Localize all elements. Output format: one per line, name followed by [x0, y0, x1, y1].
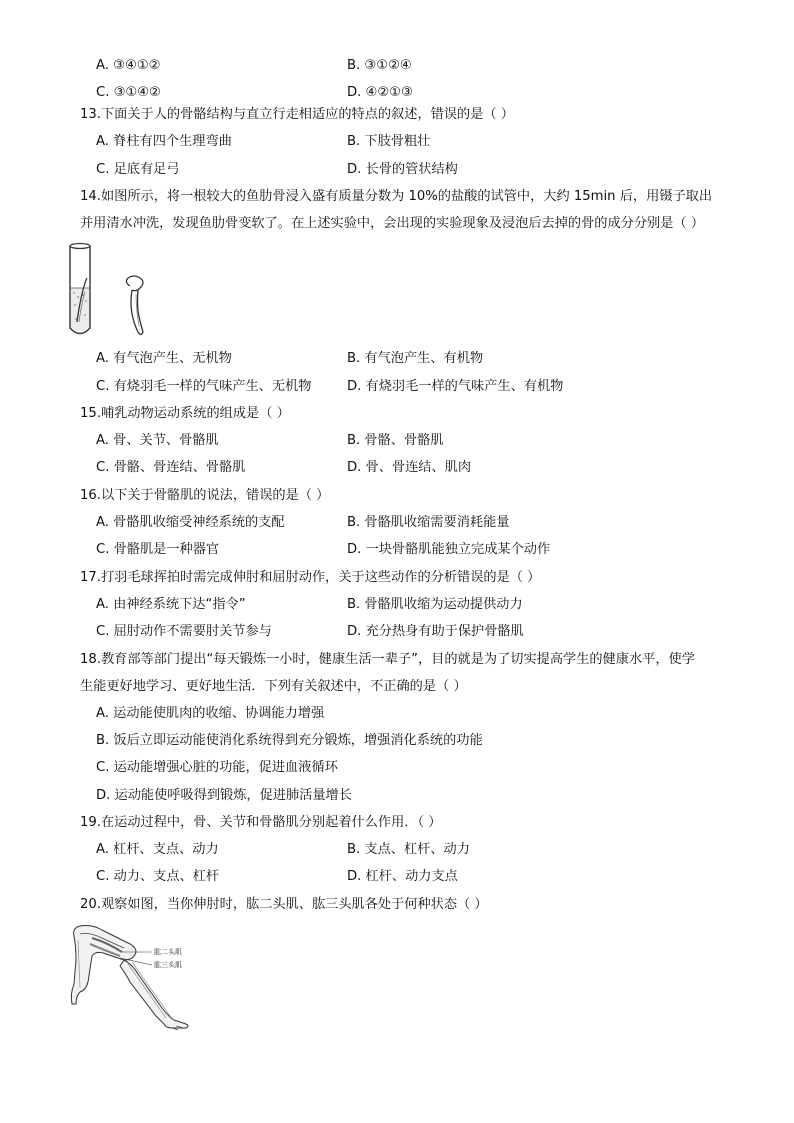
- q17-option-a: A. 由神经系统下达“指令”: [96, 597, 246, 612]
- question-13-stem: 13.下面关于人的骨骼结构与直立行走相适应的特点的叙述，错误的是（ ）: [80, 107, 514, 122]
- softened-rib-icon: [126, 276, 143, 335]
- question-14-stem-line1: 14.如图所示，将一根较大的鱼肋骨浸入盛有质量分数为 10%的盐酸的试管中，大约 15min 后，用镊子取出: [80, 189, 713, 204]
- q15-option-a: A. 骨、关节、骨骼肌: [96, 433, 219, 448]
- q19-option-d: D. 杠杆、动力支点: [347, 869, 458, 884]
- q14-option-b: B. 有气泡产生、有机物: [347, 351, 484, 366]
- question-16-stem: 16.以下关于骨骼肌的说法，错误的是（ ）: [80, 488, 330, 503]
- q17-option-d: D. 充分热身有助于保护骨骼肌: [347, 624, 524, 639]
- q13-option-b: B. 下肢骨粗壮: [347, 134, 431, 149]
- q18-option-d: D. 运动能使呼吸得到锻炼，促进肺活量增长: [96, 788, 352, 803]
- triceps-label: 肱三头肌: [154, 961, 182, 969]
- q15-option-d: D. 骨、骨连结、肌肉: [347, 460, 472, 475]
- q14-option-c: C. 有烧羽毛一样的气味产生、无机物: [96, 379, 312, 394]
- q15-option-b: B. 骨骼、骨骼肌: [347, 433, 444, 448]
- q19-option-a: A. 杠杆、支点、动力: [96, 842, 219, 857]
- q16-option-d: D. 一块骨骼肌能独立完成某个动作: [347, 542, 551, 557]
- question-19-stem: 19.在运动过程中，骨、关节和骨骼肌分别起着什么作用．（ ）: [80, 815, 442, 830]
- arm-icon: [71, 926, 188, 1031]
- q14-option-a: A. 有气泡产生、无机物: [96, 351, 232, 366]
- q18-option-c: C. 运动能增强心脏的功能，促进血液循环: [96, 760, 338, 775]
- q19-option-b: B. 支点、杠杆、动力: [347, 842, 470, 857]
- test-tube-rib-figure: [66, 242, 166, 338]
- biceps-label: 肱二头肌: [154, 948, 182, 956]
- q13-option-a: A. 脊柱有四个生理弯曲: [96, 134, 232, 149]
- q13-option-c: C. 足底有足弓: [96, 162, 180, 177]
- test-tube-icon: [70, 244, 90, 334]
- option-a: A. ③④①②: [96, 58, 161, 73]
- q17-option-b: B. 骨骼肌收缩为运动提供动力: [347, 597, 523, 612]
- q16-option-a: A. 骨骼肌收缩受神经系统的支配: [96, 515, 285, 530]
- q18-option-a: A. 运动能使肌肉的收缩、协调能力增强: [96, 706, 325, 721]
- option-d: D. ④②①③: [347, 85, 413, 100]
- question-17-stem: 17.打羽毛球挥拍时需完成伸肘和屈肘动作，关于这些动作的分析错误的是（ ）: [80, 570, 541, 585]
- option-b: B. ③①②④: [347, 58, 412, 73]
- q18-option-b: B. 饭后立即运动能使消化系统得到充分锻炼，增强消化系统的功能: [96, 733, 483, 748]
- q17-option-c: C. 屈肘动作不需要肘关节参与: [96, 624, 272, 639]
- question-18-stem-line2: 生能更好地学习、更好地生活．下列有关叙述中，不正确的是（ ）: [80, 679, 467, 694]
- q15-option-c: C. 骨骼、骨连结、骨骼肌: [96, 460, 246, 475]
- question-15-stem: 15.哺乳动物运动系统的组成是（ ）: [80, 406, 290, 421]
- q13-option-d: D. 长骨的管状结构: [347, 162, 458, 177]
- q14-option-d: D. 有烧羽毛一样的气味产生、有机物: [347, 379, 564, 394]
- arm-muscle-figure: [66, 920, 206, 1032]
- question-18-stem-line1: 18.教育部等部门提出“每天锻炼一小时，健康生活一辈子”，目的就是为了切实提高学生的健康水平，使学: [80, 652, 695, 667]
- question-14-stem-line2: 并用清水冲洗，发现鱼肋骨变软了。在上述实验中，会出现的实验现象及浸泡后去掉的骨的成分分别是（ ）: [80, 216, 705, 231]
- question-20-stem: 20.观察如图，当你伸肘时，肱二头肌、肱三头肌各处于何种状态（ ）: [80, 897, 488, 912]
- q16-option-b: B. 骨骼肌收缩需要消耗能量: [347, 515, 510, 530]
- option-c: C. ③①④②: [96, 85, 161, 100]
- q16-option-c: C. 骨骼肌是一种器官: [96, 542, 220, 557]
- q19-option-c: C. 动力、支点、杠杆: [96, 869, 220, 884]
